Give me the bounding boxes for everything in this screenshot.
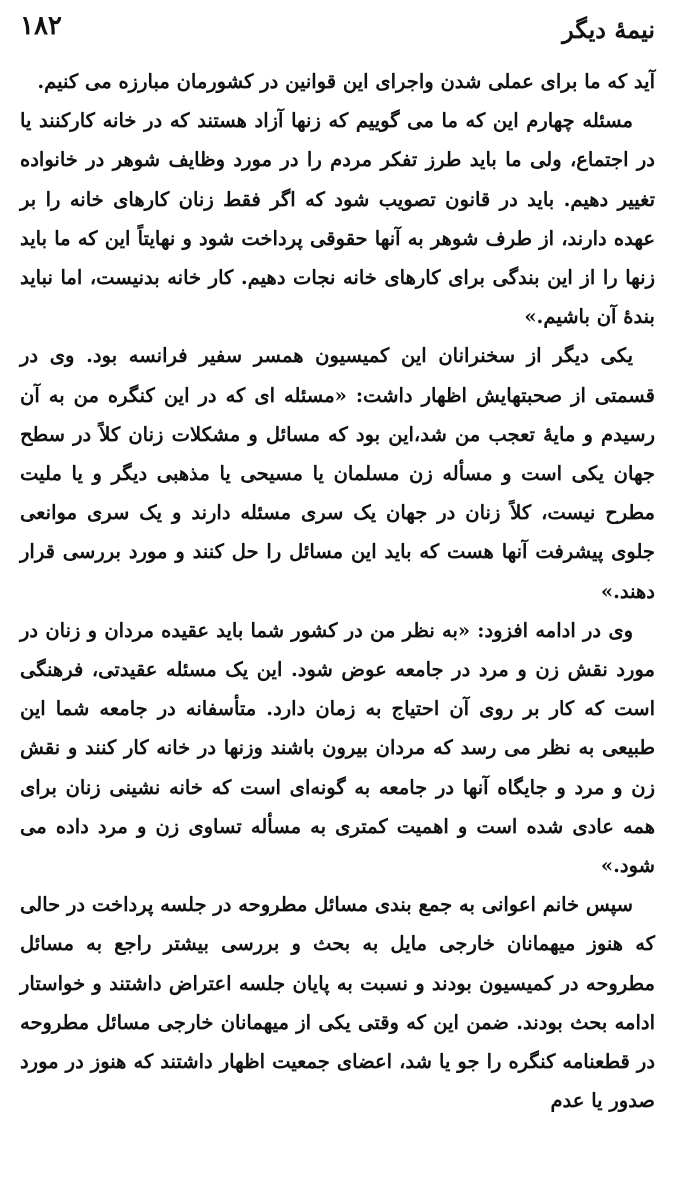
page-number: ۱۸۲ <box>20 11 62 41</box>
body-text <box>20 62 655 1120</box>
paragraph-continuation: آید که ما برای عملی شدن واجرای این قوانین در کشورمان مبارزه می کنیم. <box>37 70 655 93</box>
paragraph-summary: سپس خانم اعوانی به جمع بندی مسائل مطروحه در جلسه پرداخت در حالی که هنوز میهمانان خارجی مایل به بحث و بررسی بیشتر راجع به مسائل مطروحه در کمیسیون بودند و نسبت به پایان جلسه اعتراض داشتند و خواستار ادامه بحث بودند. ضمن این که وقتی یکی از میهمانان خارجی مسائل مطروحه در قطعنامه کنگره را جو یا شد، اعضای جمعیت اظهار داشتند که هنوز در مورد صدور یا عدم <box>20 893 655 1113</box>
paragraph-continued-remarks: وی در ادامه افزود: «به نظر من در کشور شما باید عقیده مردان و زنان در مورد نقش زن و مرد در جامعه عوض شود. این یک مسئله عقیدتی، فرهنگی است که کار بر روی آن احتیاج به زمان دارد. متأسفانه در جامعه شما این طبیعی به نظر می رسد که مردان بیرون باشند وزنها در خانه کار کنند و نقش زن و مرد و جایگاه آنها در جامعه به گونه‌ای است که خانه نشینی زنان برای همه عادی شده است و اهمیت کمتری به مسأله تساوی زن و مرد داده می شود.» <box>20 618 655 878</box>
paragraph-fourth-issue: مسئله چهارم این که ما می گوییم که زنها آزاد هستند که در خانه کارکنند یا در اجتماع، ولی ما باید طرز تفکر مردم را در مورد وظایف شوهر در خانواده تغییر دهیم. باید در قانون تصویب شود که اگر فقط زنان کارهای خانه را بر عهده دارند، از طرف شوهر به آنها حقوقی پرداخت شود و نهایتاً این که ما باید زنها را از این بندگی برای کارهای خانه نجات دهیم. کار خانه بدنیست، اما نباید بندهٔ آن باشیم.» <box>20 109 655 329</box>
running-title: نیمهٔ دیگر <box>562 15 655 44</box>
paragraph-french-ambassador-wife: یکی دیگر از سخنرانان این کمیسیون همسر سفیر فرانسه بود. وی در قسمتی از صحبتهایش اظهار داشت: «مسئله ای که در این کنگره من به آن رسیدم و مایهٔ تعجب من شد،این بود که مسائل و مشکلات زنان کلاً در سطح جهان یکی است و مسأله زن مسلمان یا مسیحی یا مذهبی دیگر و یا ملیت مطرح نیست، کلاً زنان در جهان یک سری مسئله دارند و یک سری موانعی جلوی پیشرفت آنها هست که باید این مسائل را حل کنند و مورد بررسی قرار دهند.» <box>20 344 655 603</box>
page-header <box>20 8 655 48</box>
